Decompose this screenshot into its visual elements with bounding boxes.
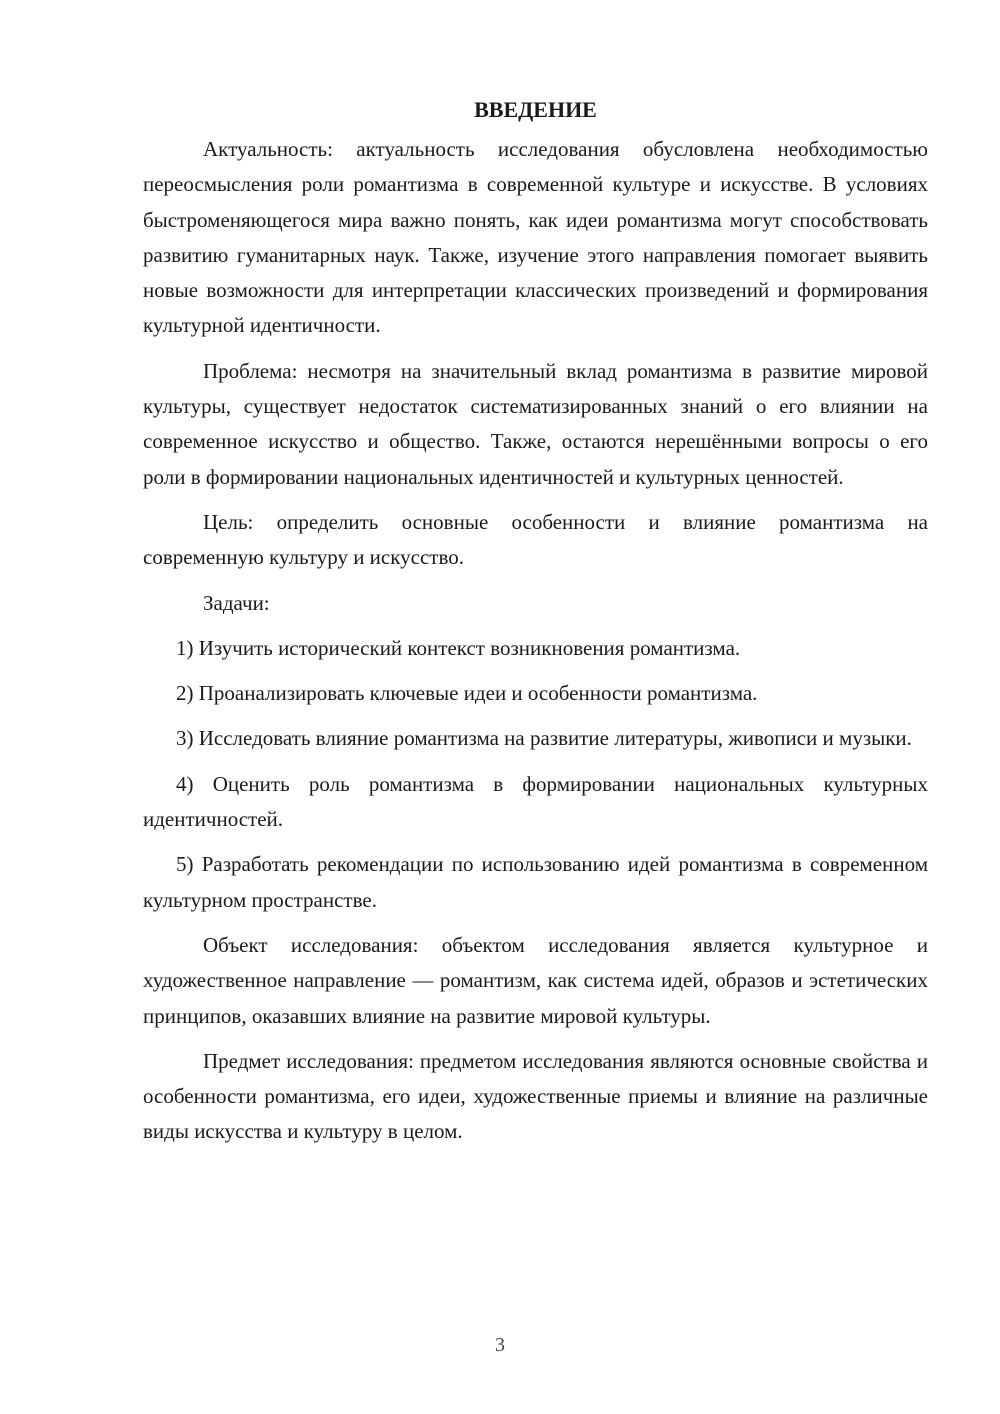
task-item-1: 1) Изучить исторический контекст возникновения романтизма.: [176, 635, 741, 660]
task-item-4: 4) Оценить роль романтизма в формировании национальных культурных идентичностей.: [143, 771, 928, 832]
task-item-3: 3) Исследовать влияние романтизма на развитие литературы, живописи и музыки.: [176, 726, 912, 751]
page-number: 3: [495, 1334, 505, 1356]
section-heading: ВВЕДЕНИЕ: [474, 97, 597, 122]
task-item-5: 5) Разработать рекомендации по использованию идей романтизма в современном культурном пространстве.: [143, 852, 928, 912]
problem-paragraph: Проблема: несмотря на значительный вклад романтизма в развитие мировой культуры, существует недостаток систематизированных знаний о его влиянии на современное искусство и общество. Также, остаются нерешёнными вопросы о его роли в формировании национальных идентичностей и культурных ценностей.: [143, 358, 928, 489]
object-paragraph: Объект исследования: объектом исследования является культурное и художественное направление — романтизм, как система идей, образов и эстетических принципов, оказавших влияние на развитие мировой культуры.: [143, 932, 928, 1028]
goal-paragraph: Цель: определить основные особенности и влияние романтизма на современную культуру и искусство.: [143, 509, 928, 570]
task-item-2: 2) Проанализировать ключевые идеи и особенности романтизма.: [176, 681, 758, 706]
tasks-label: Задачи:: [203, 590, 270, 615]
subject-paragraph: Предмет исследования: предметом исследования являются основные свойства и особенности романтизма, его идеи, художественные приемы и влияние на различные виды искусства и культуру в целом.: [143, 1048, 928, 1144]
relevance-paragraph: Актуальность: актуальность исследования обусловлена необходимостью переосмысления роли романтизма в современной культуре и искусстве. В условиях быстроменяющегося мира важно понять, как идеи романтизма могут способствовать развитию гуманитарных наук. Также, изучение этого направления помогает выявить новые возможности для интерпретации классических произведений и формирования культурной идентичности.: [143, 137, 928, 338]
document-page: [143, 92, 928, 1160]
